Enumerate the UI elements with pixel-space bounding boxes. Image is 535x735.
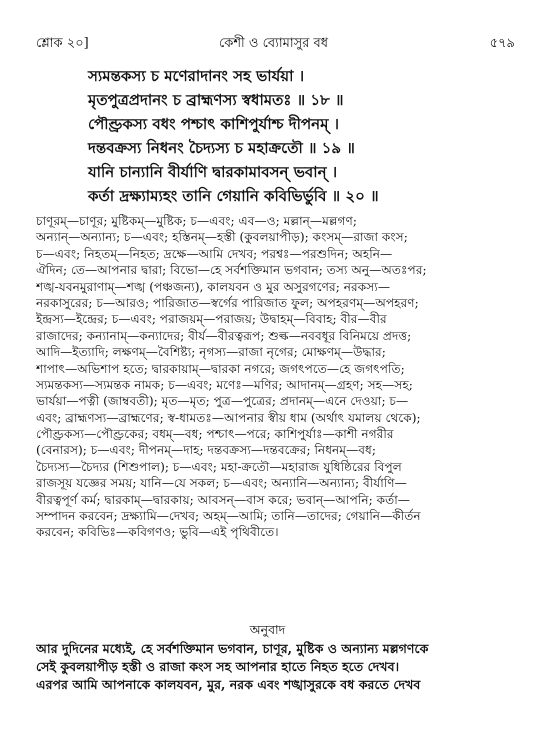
- translation-line: আর দুদিনের মধ্যেই, হে সর্বশক্তিমান ভগবান, চাণূর, মুষ্টিক ও অন্যান্য মল্লগণকে: [36, 641, 429, 656]
- verse-line: মৃতপুত্রপ্রদানং চ ব্রাহ্মণস্য স্বধামতঃ ॥ ১৮ ॥: [88, 91, 344, 109]
- synonym-line: করবেন; কবিভিঃ—কবিগণও; ভুবি—এই পৃথিবীতে।: [36, 525, 279, 540]
- synonym-line: নরকাসুরের; চ—আরও; পারিজাত—স্বর্গের পারিজাত ফুল; অপহরণম্—অপহরণ;: [36, 295, 419, 310]
- verse-line: স্যমন্তকস্য চ মণেরাদানং সহ ভার্যয়া ।: [88, 67, 305, 85]
- synonym-line: আদি—ইত্যাদি; লক্ষণম্—বৈশিষ্ট্য; নৃগস্য—রাজা নৃগের; মোক্ষণম্—উদ্ধার;: [36, 345, 386, 360]
- translation-text: [36, 640, 517, 694]
- chapter-title: কেশী ও ব্যোমাসুর বধ: [218, 36, 329, 51]
- synonym-line: রাজসূয় যজ্ঞের সময়; যানি—যে সকল; চ—এবং; অন্যানি—অন্যান্য; বীর্যাণি—: [36, 476, 407, 491]
- synonym-line: শঙ্খ-যবনমুরাণাম্—শঙ্খ (পঞ্চজন্য), কালযবন ও মুর অসুরগণের; নরকস্য—: [36, 279, 391, 294]
- synonym-line: রাজাদের; কন্যানাম্—কন্যাদের; বীর্য—বীরত্বরূপ; শুল্ক—নববধূর বিনিময়ে প্রদত্ত;: [36, 328, 412, 343]
- sanskrit-verses: [88, 64, 521, 208]
- verse-reference: শ্লোক ২০]: [36, 36, 89, 51]
- synonym-line: ইন্দ্রস্য—ইন্দ্রের; চ—এবং; পরাজয়ম্—পরাজয়; উদ্বাহম্—বিবাহ; বীর—বীর: [36, 312, 387, 327]
- synonym-line: সম্পাদন করবেন; দ্রক্ষ্যামি—দেখব; অহম্—আমি; তানি—তাদের; গেয়ানি—কীর্তন: [36, 509, 421, 524]
- synonym-line: চ—এবং; নিহতম্—নিহত; দ্রক্ষে—আমি দেখব; পরশ্বঃ—পরশুদিন; অহনি—: [36, 246, 393, 261]
- synonym-line: (বেনারস); চ—এবং; দীপনম্—দাহ; দন্তবক্রস্য—দন্তবক্রের; নিধনম্—বধ;: [36, 443, 376, 458]
- synonym-line: অন্যান্—অন্যান্য; চ—এবং; হস্তিনম্—হস্তী (কুবলয়াপীড়); কংসম্—রাজা কংস;: [36, 230, 408, 245]
- synonym-line: চৈদ্যস্য—চৈদ্যর (শিশুপাল); চ—এবং; মহা-ক্রতৌ—মহারাজ যুধিষ্ঠিরের বিপুল: [36, 459, 402, 474]
- synonym-line: স্যমন্তকস্য—স্যমন্তক নামক; চ—এবং; মণেঃ—মণির; আদানম্—গ্রহণ; সহ—সহ;: [36, 377, 413, 392]
- synonym-line: এবং; ব্রাহ্মণস্য—ব্রাহ্মণের; স্ব-ধামতঃ—আপনার স্বীয় ধাম (অর্থাৎ যমালয় থেকে);: [36, 410, 421, 425]
- verse-line: পৌণ্ড্রকস্য বধং পশ্চাৎ কাশিপুর্যাশ্চ দীপনম্ ।: [88, 115, 340, 133]
- synonym-line: পৌণ্ড্রকস্য—পৌণ্ড্রকের; বধম্—বধ; পশ্চাৎ—পরে; কাশিপুর্যাঃ—কাশী নগরীর: [36, 427, 394, 442]
- translation-line: সেই কুবলয়াপীড় হস্তী ও রাজা কংস সহ আপনার হাতে নিহত হতে দেখব।: [36, 659, 400, 674]
- page-number: ৫৭৯: [489, 36, 515, 51]
- page-header: [26, 34, 521, 56]
- synonym-line: ভার্যয়া—পত্নী (জাম্ববতী); মৃত—মৃত; পুত্র—পুত্রের; প্রদানম্—এনে দেওয়া; চ—: [36, 394, 409, 409]
- synonym-line: বীরত্বপূর্ণ কর্ম; দ্বারকাম্—দ্বারকায়; আবসন্—বাস করে; ভবান্—আপনি; কর্তা—: [36, 492, 410, 507]
- verse-line: দন্তবক্রস্য নিধনং চৈদ্যস্য চ মহাক্রতৌ ॥ ১৯ ॥: [88, 139, 355, 157]
- synonym-line: ঐদিন; তে—আপনার দ্বারা; বিভো—হে সর্বশক্তিমান ভগবান; তস্য অনু—অতঃপর;: [36, 263, 427, 278]
- synonym-line: শাপাৎ—অভিশাপ হতে; দ্বারকায়াম্—দ্বারকা নগরে; জগৎপতে—হে জগৎপতি;: [36, 361, 405, 376]
- verse-line: কর্তা দ্রক্ষ্যাম্যহং তানি গেয়ানি কবিভির্ভুবি ॥ ২০ ॥: [88, 187, 379, 205]
- synonym-line: চাণূরম্—চাণূর; মুষ্টিকম্—মুষ্টিক; চ—এবং; এব—ও; মল্লান্—মল্লগণ;: [36, 214, 357, 228]
- word-meanings: [36, 213, 517, 541]
- verse-line: যানি চান্যানি বীর্যাণি দ্বারকামাবসন্ ভবান্ ।: [88, 163, 338, 181]
- translation-line: এরপর আমি আপনাকে কালযবন, মুর, নরক এবং শঙ্খাসুরকে বধ করতে দেখব: [36, 677, 421, 692]
- translation-heading: অনুবাদ: [249, 622, 286, 637]
